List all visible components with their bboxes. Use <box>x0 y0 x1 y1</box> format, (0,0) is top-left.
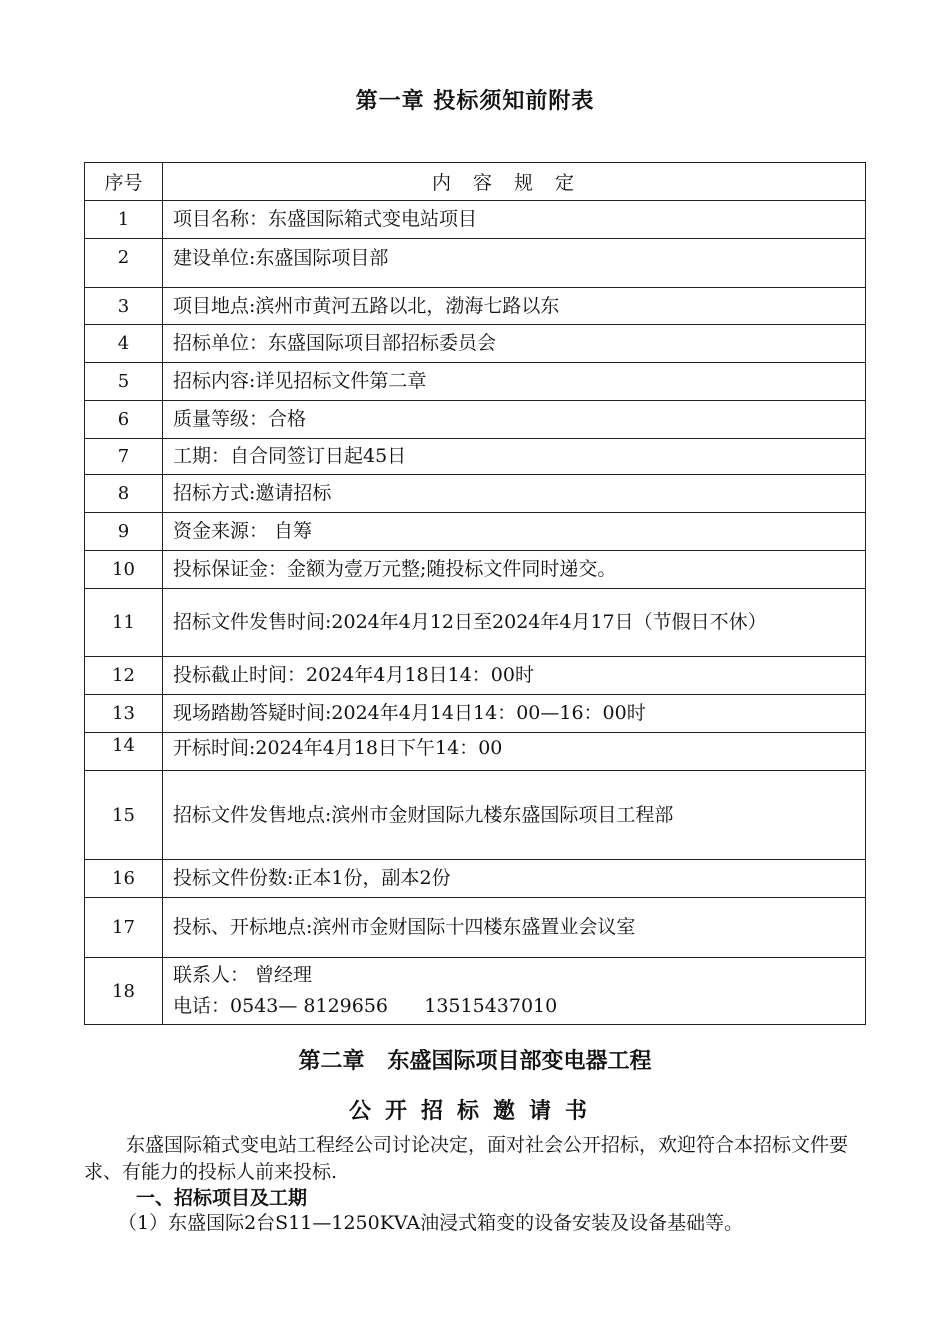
row-number: 11 <box>85 589 163 657</box>
header-content: 内容规定 <box>163 163 866 201</box>
row-content: 项目地点:滨州市黄河五路以北，渤海七路以东 <box>163 288 866 325</box>
chapter-1-title: 第一章 投标须知前附表 <box>355 89 595 114</box>
table-row <box>85 201 866 239</box>
row-number: 6 <box>85 401 163 439</box>
row-number: 13 <box>85 695 163 733</box>
row-content: 投标截止时间：2024年4月18日14：00时 <box>163 657 866 695</box>
row-content: 资金来源： 自筹 <box>163 513 866 551</box>
row-number: 9 <box>85 513 163 551</box>
row-number: 4 <box>85 325 163 363</box>
row-content: 投标保证金：金额为壹万元整;随投标文件同时递交。 <box>163 551 866 589</box>
contact-phone: 电话：0543— 8129656 13515437010 <box>173 995 558 1017</box>
header-serial-number: 序号 <box>85 163 163 201</box>
row-content: 质量等级：合格 <box>163 401 866 439</box>
row-number: 16 <box>85 860 163 898</box>
chapter-2-title: 第二章 东盛国际项目部变电器工程 <box>298 1049 652 1074</box>
row-content: 开标时间:2024年4月18日下午14：00 <box>163 733 866 771</box>
row-number: 17 <box>85 898 163 958</box>
row-number: 1 <box>85 201 163 239</box>
table-row <box>85 695 866 733</box>
row-content: 招标文件发售地点:滨州市金财国际九楼东盛国际项目工程部 <box>163 771 866 860</box>
table-row <box>85 401 866 439</box>
intro-paragraph: 东盛国际箱式变电站工程经公司讨论决定，面对社会公开招标，欢迎符合本招标文件要求、有能力的投标人前来投标. <box>84 1134 849 1183</box>
table-row <box>85 239 866 288</box>
table-row <box>85 898 866 958</box>
row-number: 15 <box>85 771 163 860</box>
row-content: 招标方式:邀请招标 <box>163 475 866 513</box>
row-content: 投标文件份数:正本1份，副本2份 <box>163 860 866 898</box>
row-content <box>163 958 866 1025</box>
bid-notice-table <box>84 162 866 1025</box>
row-content: 建设单位:东盛国际项目部 <box>163 239 866 288</box>
table-row <box>85 589 866 657</box>
contact-person: 联系人： 曾经理 <box>173 964 313 986</box>
row-number: 12 <box>85 657 163 695</box>
table-row <box>85 771 866 860</box>
table-row <box>85 475 866 513</box>
table-header-row <box>85 163 866 201</box>
row-content: 招标文件发售时间:2024年4月12日至2024年4月17日（节假日不休） <box>163 589 866 657</box>
table-row <box>85 325 866 363</box>
row-content: 投标、开标地点:滨州市金财国际十四楼东盛置业会议室 <box>163 898 866 958</box>
row-content: 招标内容:详见招标文件第二章 <box>163 363 866 401</box>
table-row <box>85 363 866 401</box>
row-content: 现场踏勘答疑时间:2024年4月14日14：00—16：00时 <box>163 695 866 733</box>
row-content: 项目名称：东盛国际箱式变电站项目 <box>163 201 866 239</box>
row-number: 7 <box>85 439 163 475</box>
row-content: 工期：自合同签订日起45日 <box>163 439 866 475</box>
row-number: 5 <box>85 363 163 401</box>
table-row <box>85 958 866 1025</box>
row-number: 8 <box>85 475 163 513</box>
section-1-item-1: （1）东盛国际2台S11—1250KVA油浸式箱变的设备安装及设备基础等。 <box>118 1212 744 1234</box>
row-number: 2 <box>85 239 163 288</box>
table-row <box>85 551 866 589</box>
table-row <box>85 513 866 551</box>
table-row <box>85 657 866 695</box>
row-number: 14 <box>85 733 163 771</box>
row-number: 18 <box>85 958 163 1025</box>
row-number: 3 <box>85 288 163 325</box>
invitation-title: 公开招标邀请书 <box>348 1099 601 1124</box>
table-row <box>85 439 866 475</box>
table-row <box>85 860 866 898</box>
row-number: 10 <box>85 551 163 589</box>
table-row <box>85 288 866 325</box>
section-1-heading: 一、招标项目及工期 <box>136 1187 308 1209</box>
row-content: 招标单位：东盛国际项目部招标委员会 <box>163 325 866 363</box>
table-row <box>85 733 866 771</box>
